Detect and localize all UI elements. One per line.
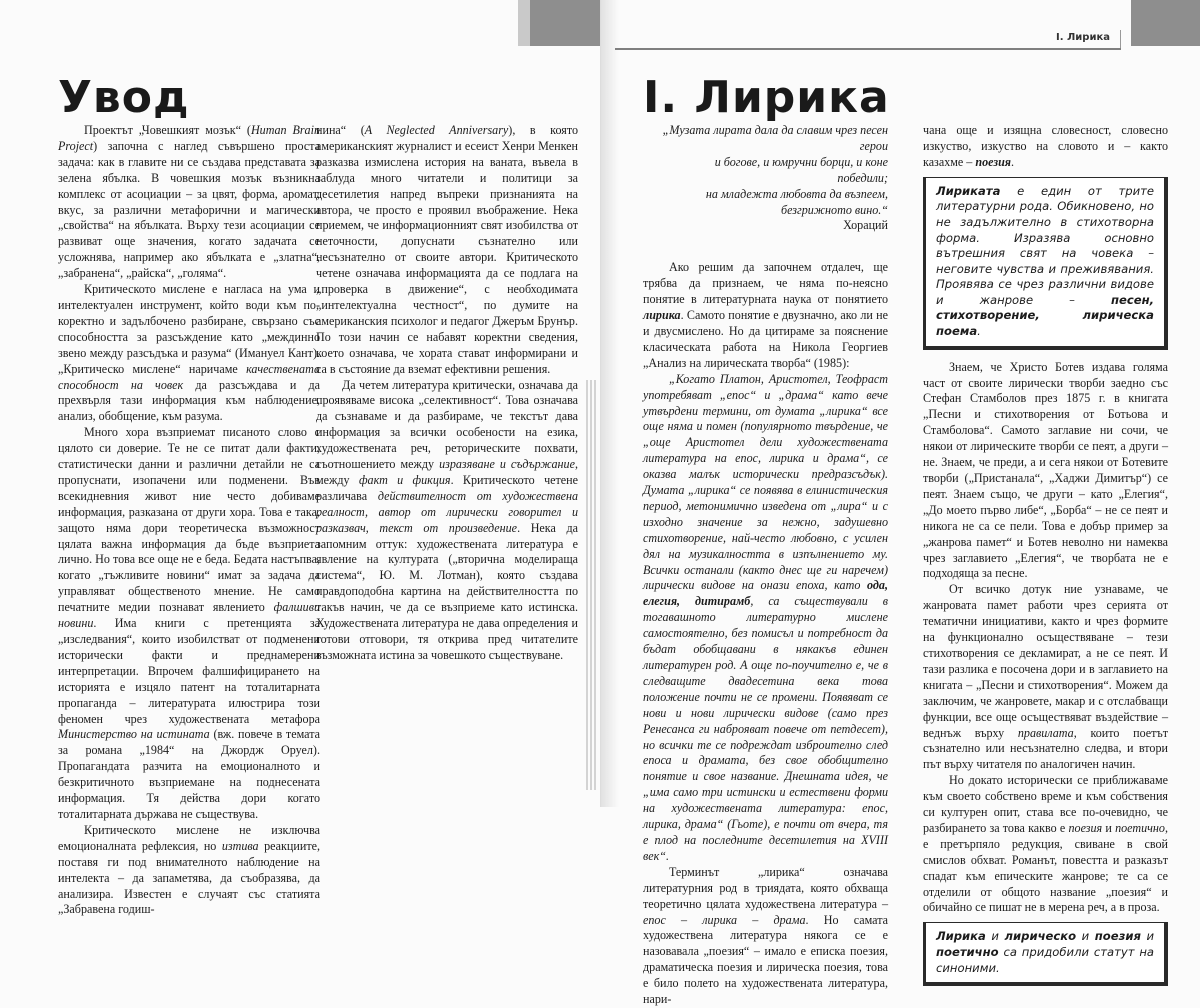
running-header (601, 26, 1200, 50)
epigraph-line: и богове, и юмручни борци, и коне (714, 154, 888, 169)
page-edge-lines (586, 380, 596, 790)
paragraph: Терминът „лирика“ означава литературния род в триядата, която обхваща теоретично цялата художествена литература – епос – лирика – драма. Но самата художествена литература някога се е назовавала „поезия“ – имало е еписка поезия, драматическа поезия и лирическа поезия, това е било полето на художествената литература, нари- (643, 864, 888, 1007)
right-column-1 (643, 123, 888, 1008)
paragraph: От всичко дотук ние узнаваме, че жанровата памет работи чрез серията от тематични инициативи, както и чрез формите на функционално осъществяване – тези стихотворения се декламират, а не се пеят. И тази разлика е посочена дори и в заглавието на книгата – „Песни и стихотворения“. Можем да заключим, че жанровете, макар и с отслабващи функции, все още осъществяват въздействие – веднъж върху правилата, които поетът съзнателно или несъзнателно следва, и втори път върху читателя по аналогичен начин. (923, 582, 1168, 772)
quoted-paragraph: „Когато Платон, Аристотел, Теофраст употребяват „епос“ и „драма“ като вече утвърдени термини, от думата „лирика“ все още няма и помен (популярното твърдение, че „още Аристотел дели художествената литература на епос, лирика и драма“, се оказва малък исторически предразсъдък). Думата „лирика“ се появява в елинистическия период, метонимично изведена от „лира“ и с изходно значение за нежно, задушевно стихотворение, най-често любовно, с усилен дял на музикалността в изпълнението му. Всички останали (както днес ще ги наречем) лирически видове на онази епоха, като ода, елегия, дитирамб, са съществували в тогавашното литературно мислене самостоятелно, без помисъл и потребност да бъдат обобщавани в някакъв единен литературен род. А още по-поучително е, че в следващите двадесетина века това положение почти не се промени. Появяват се нови и нови лирически видове (само през Ренесанса ги наброяват повече от петдесет), но всички те се подреждат изброително след епоса и драмата, без свое обобщително понятие и свое название. Днешната идея, че „има само три истински и естествени форми на художествената литература: епос, лирика, драма“ (Гьоте), е почти от вчера, тя е плод на последните десетилетия на XVIII век“. (643, 371, 888, 863)
right-column-2 (923, 123, 1168, 996)
epigraph-author: Хораций (843, 218, 888, 233)
page-edge-decor (518, 0, 530, 46)
gutter-shadow (601, 0, 619, 807)
header-separator (1120, 30, 1121, 48)
header-chapter: I. Лирика (1055, 32, 1110, 43)
epigraph-line: безгрижното вино.“ (780, 202, 888, 217)
epigraph-line: „Музата лирата дала да славим чрез песен (662, 123, 888, 137)
left-column-1 (58, 123, 320, 918)
paragraph: нина“ (A Neglected Anniversary), в която американският журналист и есеист Хенри Менкен разказва измислена история на ваната, въвела в заблуда много читатели и политици за десетилетия напред въпреки признанията на автора, че просто е проявил въображение. Нека приемем, че информационният свят изобилства от неточности, допуснати съзнателно или несъзнателно от своите автори. Критическото четене означава информацията да се подлага на „проверка в движение“, с необходимата „интелектуална честност“, по думите на американския психолог и педагог Джеръм Брунър. По този начин се набавят коректни сведения, което означава, че хората стават информирани и са в състояние да вземат ефективни решения. (316, 123, 578, 376)
paragraph: Много хора възприемат писаното слово с цялото си доверие. Те не се питат дали факти, статистически данни и различни детайли не са пропуснати, изопачени или подменени. Във всекидневния живот ние често добиваме информация, разказана от други хора. Това е така, защото няма дори теоретическа възможност цялата важна информация да бъде възприета лично. Но това все още не е беда. Бедата настъпва, когато „тъжливите новини“ имат за задача да управляват общественото мнение. Не само печатните медии познават явлението фалшиви новини. Има книги с претенцията за „изследвания“, които изобилстват от подменени исторически факти и преднамерени интерпретации. Впрочем фалшифицирането на историята е изцяло патент на тоталитарната пропаганда – литературата илюстрира този феномен чрез художествената метафора Министерство на истината (вж. повече в темата за романа „1984“ на Джордж Оруел). Пропагандата разчита на емоционалното и безкритичното възприемане на поднесената информация. Тя действа дори когато тоталитарната държава не съществува. (58, 425, 321, 821)
paragraph: Да четем литература критически, означава да проявяваме висока „селективност“. Това означава да съзнаваме и да разбираме, че текстът дава информация за всички особености на езика, художествената реч, реторическите похвати, съотношението между изразяване и съдържание, между факт и фикция. Критическото четене различава действителност от художествена реалност, автор от лирически говорител и разказвач, текст от произведение. Нека да запомним оттук: художествената литература е явление на културата („вторична моделираща система“, Ю. М. Лотман), която създава правдоподобна картина на действителността по такъв начин, че да се възприеме като истинска. Художествената литература не дава определения и готови отговори, тя открива пред читателите възможната истина за човешкото съществуване. (316, 377, 579, 662)
page-corner-decor (1131, 0, 1200, 46)
paragraph: Ако решим да започнем отдалеч, ще трябва да признаем, че няма по-неясно понятие в литературната наука от понятието лирика. Самото понятие е двузначно, ако ли не и двусмислено. Но да цитираме за пояснение класическата работа на Никола Георгиев „Анализ на лирическата творба“ (1985): (643, 260, 888, 370)
epigraph (643, 123, 888, 234)
header-rule (615, 48, 1121, 50)
page-title: Увод (58, 72, 190, 123)
page-corner-decor (530, 0, 600, 46)
chapter-title: I. Лирика (643, 72, 890, 123)
paragraph: Проектът „Човешкият мозък“ (Human Brain Project) започна с наглед съвършено проста задача: как в главите ни се създава представата за зелена ябълка. В човешкия мозък възникна комплекс от асоциации – за цвят, форма, аромат, вкус, за различни метафорични и магически „свойства“ на ябълката. Върху тези асоциации се развиват още значения, когато задачата се усложнява, например ако ябълката е „златна“, „забранена“, „райска“, „голяма“. (58, 123, 321, 281)
epigraph-line: герои (859, 138, 888, 153)
paragraph: Критическото мислене е нагласа на ума и интелектуален инструмент, който води към по-коректно и задълбочено разбиране, свързано със способността за разсъждение като „междинно звено между разсъдъка и разума“ (Имануел Кант). „Критическо мислене“ наричаме качествената способност на човек да разсъждава и да прехвърля тази информация към наблюдение, анализ, обобщение, към разума. (58, 282, 320, 424)
paragraph: Знаем, че Христо Ботев издава голяма част от своите лирически творби заедно със Стефан Стамболов през 1875 г. в книгата „Песни и стихотворения от Ботьова и Стамболова“. Самото заглавие ни сочи, че някои от лирическите творби се пеят, а други – не. Знаем, че преди, а и сега някои от Ботевите творби („Пристанала“, „Хаджи Димитър“) се пеят. Знаем също, че други – като „Елегия“, „До моето първо либе“, „Борба“ – не се пеят и никога не са се пели. Това е добър пример за „жанрова памет“ и Ботев неволно ни намеква чрез заглавието „Елегия“, че творбата не е подходяща за песне. (923, 359, 1168, 581)
epigraph-line: победили; (837, 170, 888, 185)
synonyms-box: Лирика и лирическо и поезия и поетично са придобили статут на синоними. (923, 922, 1168, 986)
left-column-2 (316, 123, 578, 664)
epigraph-line: на младежта любовта да възпеем, (705, 186, 888, 201)
right-page (600, 0, 1200, 1007)
paragraph: Но докато исторически се приближаваме към своето собствено време и към собствения си културен опит, става все по-очевидно, че разбирането за това какво е поезия и поетично, е претърпяло редукция, свиване в свой смислов обхват. Романът, повестта и разказът спадат към епическите жанрове; те са се отделили от общото название „поезия“ и обичайно се пишат не в мерена реч, а в проза. (923, 773, 1168, 915)
paragraph: чана още и изящна словесност, словесно изкуство, изкуство на словото и – както казахме – поезия. (923, 123, 1168, 169)
paragraph: Критическото мислене не изключва емоционалната рефлексия, но изтива реакциите, поставя ги под внимателното наблюдение на интелекта – да запаметява, да съобразява, да анализира. Известен е случаят със статията „Забравена годиш- (58, 822, 320, 917)
definition-box: Лириката е един от трите литературни рода. Обикновено, но не задължително в стихотворна форма. Изразява основно вътрешния свят на човека – неговите чувства и преживявания. Проявява се чрез различни видове и жанрове – песен, стихотворение, лирическа поема. (923, 177, 1168, 350)
left-page (0, 0, 600, 917)
